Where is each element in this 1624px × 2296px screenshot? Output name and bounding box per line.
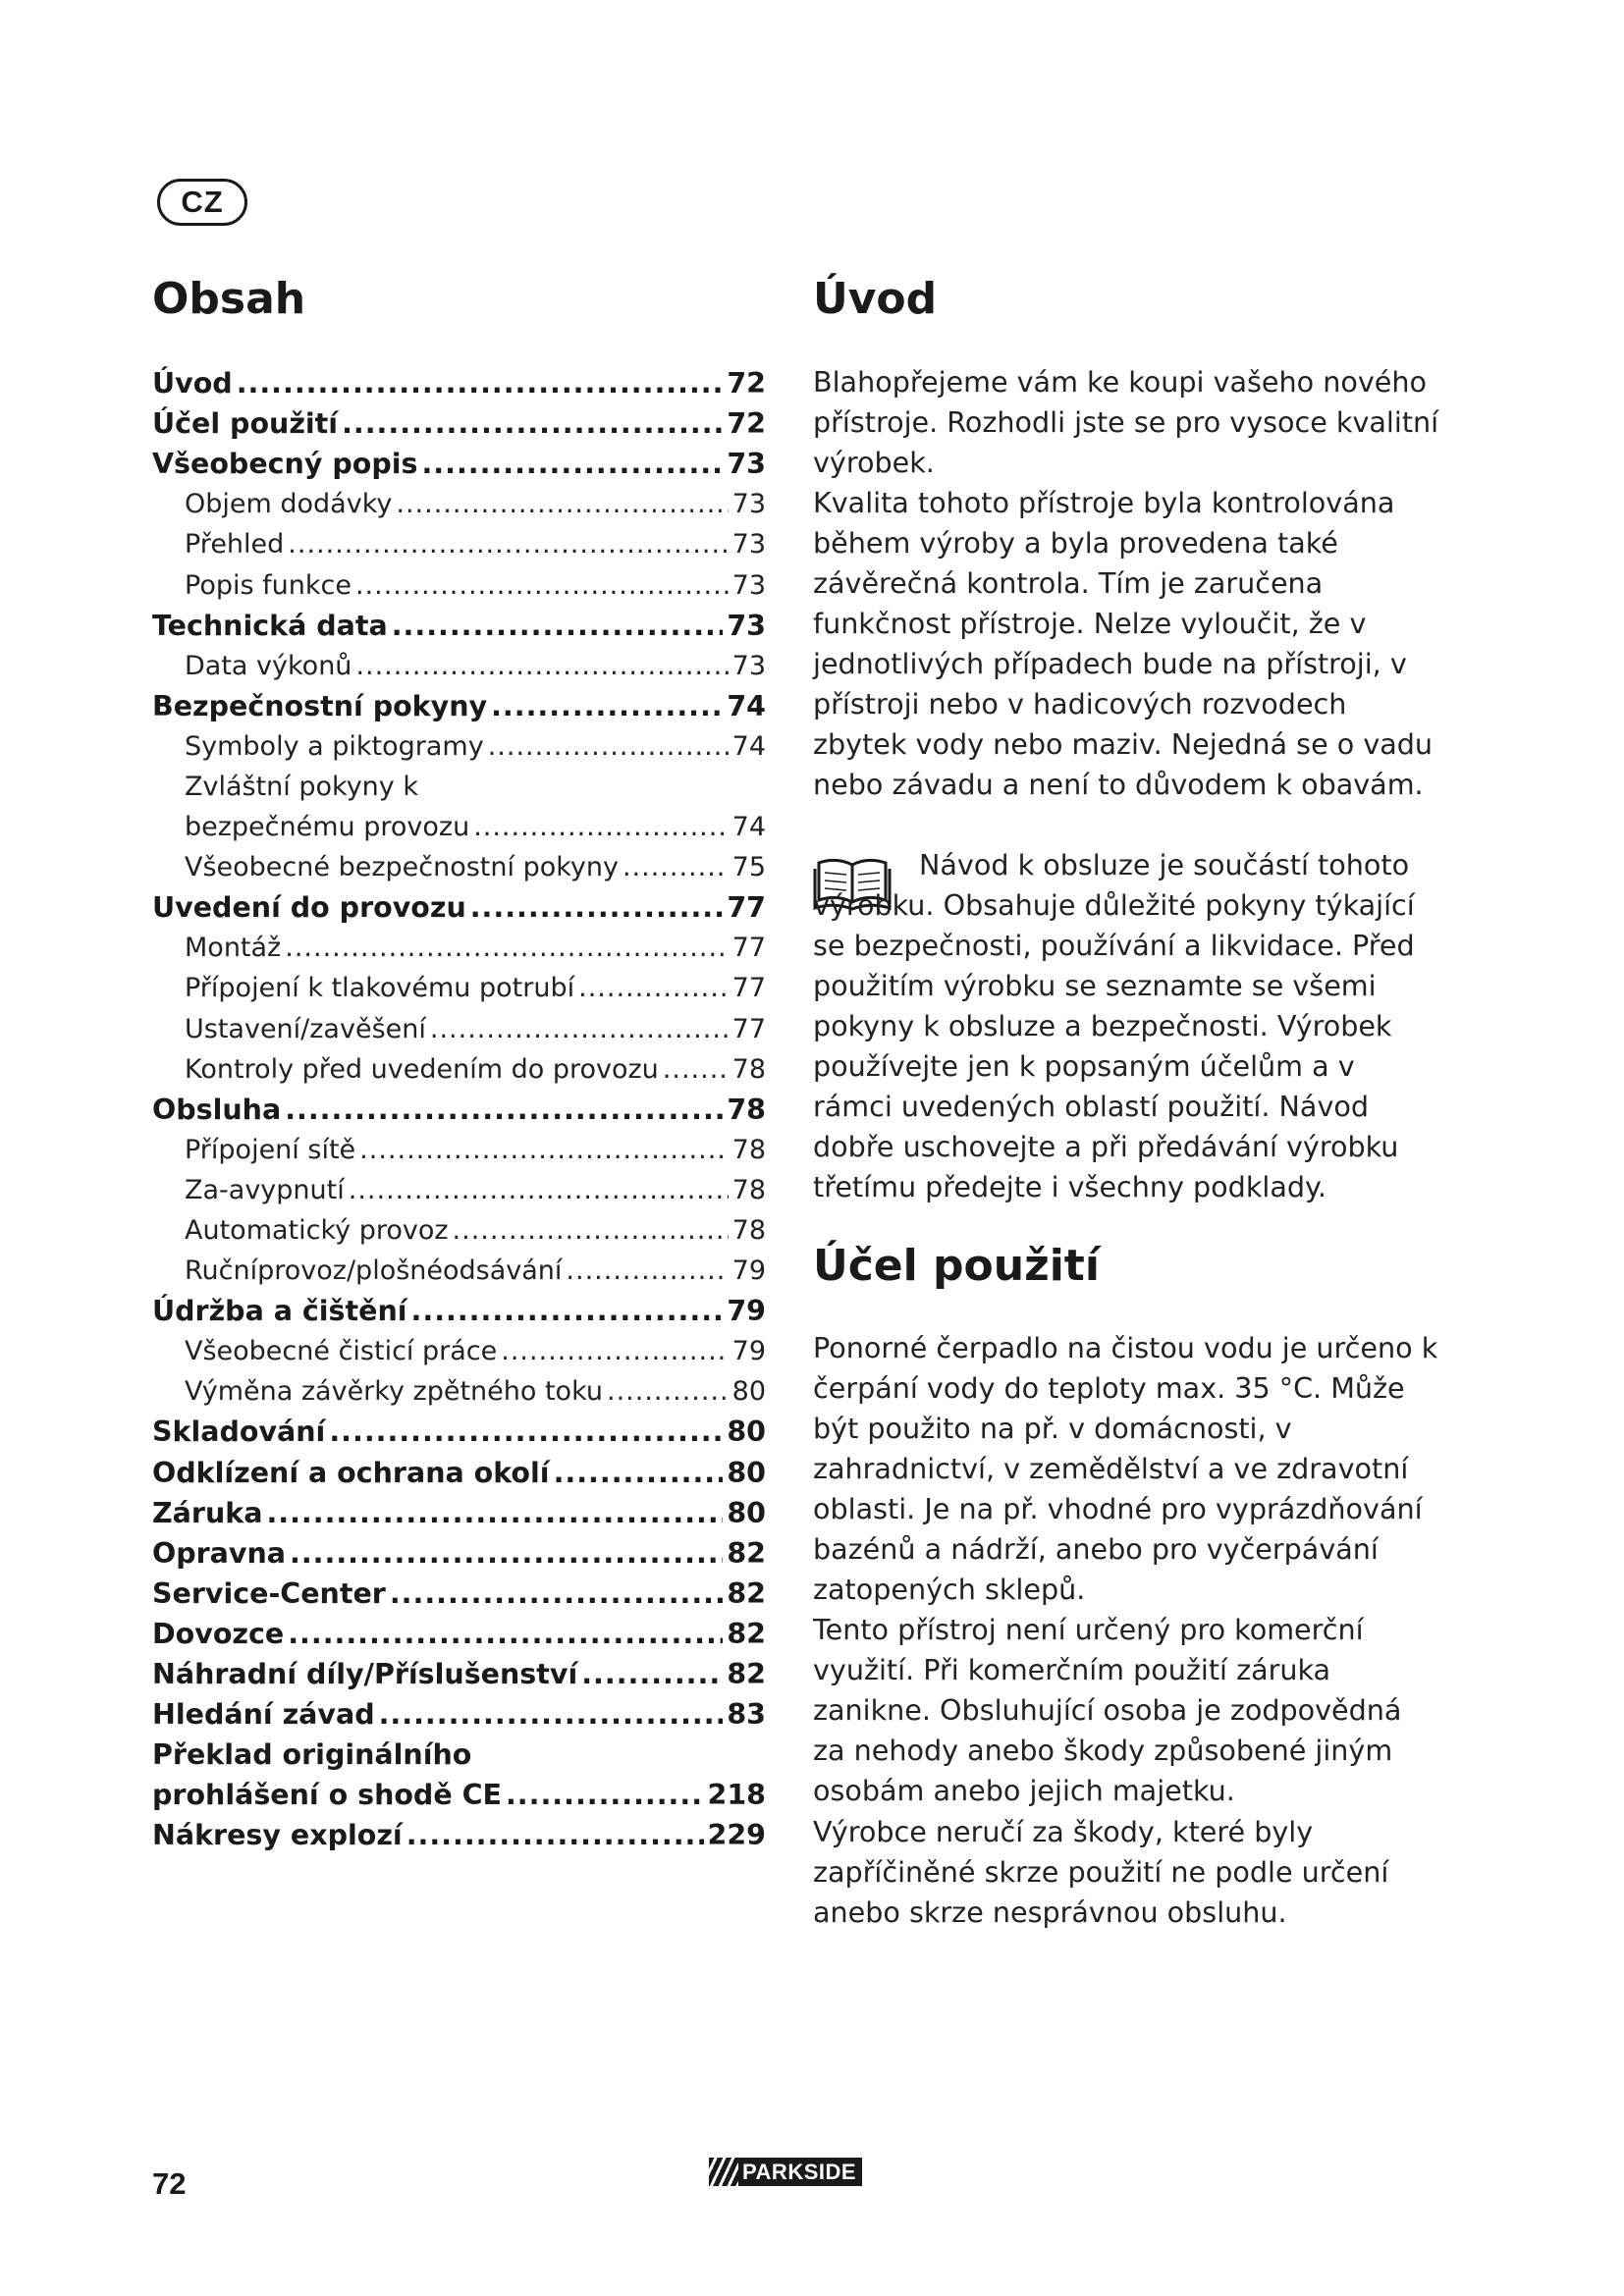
toc-entry-page: 77 (731, 1013, 766, 1044)
toc-entry (152, 1210, 766, 1251)
toc-entry (152, 1775, 766, 1815)
toc-entry-title: Opravna (152, 1536, 287, 1570)
toc-entry (152, 1493, 766, 1533)
toc-entry (152, 1694, 766, 1735)
page-number: 72 (152, 2166, 187, 2201)
toc-entry (152, 1170, 766, 1210)
toc-leader-dots (392, 610, 724, 642)
toc-entry-page: 74 (731, 730, 766, 762)
toc-entry (152, 1453, 766, 1493)
toc-entry-page: 72 (727, 367, 766, 400)
toc-entry-page: 75 (731, 852, 766, 883)
toc-entry-title: Dovozce (152, 1617, 285, 1650)
toc-entry-title: Uvedení do provozu (152, 891, 466, 925)
toc-leader-dots (266, 1497, 723, 1529)
toc-entry (152, 1735, 766, 1775)
toc-entry-title: Přípojení sítě (185, 1134, 356, 1165)
toc-leader-dots (355, 570, 729, 601)
toc-leader-dots (607, 1376, 729, 1407)
toc-entry-title: Technická data (152, 609, 388, 642)
toc-leader-dots (578, 973, 729, 1003)
toc-leader-dots (288, 529, 728, 560)
toc-leader-dots (421, 448, 723, 480)
toc-entry-title: Překlad originálního (152, 1738, 472, 1772)
toc-entry-page: 73 (731, 529, 766, 561)
toc-entry-page: 78 (731, 1174, 766, 1205)
toc-entry-page: 229 (707, 1819, 766, 1852)
toc-entry (152, 726, 766, 767)
toc-entry-title: Kontroly před uvedením do provozu (185, 1053, 659, 1085)
toc-entry (152, 887, 766, 928)
intro-paragraph-1: Blahopřejeme vám ke koupi vašeho nového přístroje. Rozhodli jste se pro vysoce kvalitní výrobek. (813, 365, 1439, 479)
toc-leader-dots (488, 731, 729, 762)
toc-leader-dots (473, 812, 728, 842)
toc-leader-dots (506, 1779, 704, 1811)
purpose-paragraph-2: Tento přístroj není určený pro komerční využití. Při komerčním použití záruka zanikne. Obsluhující osoba je zodpovědná za nehody anebo škody způsobené jiným osobám anebo jejich majetku. (813, 1613, 1402, 1807)
toc-entry-page: 218 (707, 1779, 766, 1812)
toc-entry (152, 1654, 766, 1694)
toc-entry-page: 78 (731, 1134, 766, 1165)
toc-entry-page: 79 (731, 1255, 766, 1287)
toc-entry-title: Za-avypnutí (185, 1174, 345, 1205)
brand-name: PARKSIDE (742, 2160, 857, 2184)
toc-entry-title: Obsluha (152, 1093, 282, 1126)
brand-logo (709, 2158, 862, 2186)
toc-leader-dots (501, 1336, 728, 1366)
toc-entry-title: Hledání závad (152, 1698, 375, 1732)
toc-leader-dots (285, 1094, 723, 1126)
toc-leader-dots (379, 1698, 724, 1731)
intro-heading: Úvod (813, 274, 938, 324)
toc-entry-title: bezpečnému provozu (185, 812, 470, 843)
toc-leader-dots (623, 852, 729, 882)
toc-entry-page: 80 (727, 1415, 766, 1449)
toc-leader-dots (470, 891, 724, 924)
toc-entry (152, 1412, 766, 1452)
purpose-paragraph-3: Výrobce neručí za škody, které byly zapříčiněné skrze použití ne podle určení anebo skrze nesprávnou obsluhu. (813, 1815, 1389, 1929)
toc-entry-title: Přehled (185, 529, 285, 561)
toc-entry-page: 73 (727, 609, 766, 642)
brand-stripes-icon (709, 2158, 738, 2186)
toc-entry-page: 72 (727, 407, 766, 441)
toc-entry-title: Data výkonů (185, 650, 352, 681)
toc-entry (152, 1533, 766, 1574)
toc-entry-page: 74 (731, 812, 766, 843)
toc-entry-page: 80 (731, 1376, 766, 1408)
toc-entry-page: 82 (727, 1536, 766, 1570)
toc-entry (152, 1049, 766, 1090)
toc-entry-title: Popis funkce (185, 569, 352, 601)
toc-entry (152, 968, 766, 1008)
toc-entry-page: 74 (727, 689, 766, 722)
toc-entry-page: 77 (727, 891, 766, 925)
toc-entry (152, 646, 766, 686)
toc-entry (152, 686, 766, 726)
toc-entry (152, 847, 766, 887)
toc-entry (152, 1130, 766, 1170)
toc-entry (152, 807, 766, 847)
toc-leader-dots (285, 933, 728, 963)
toc-entry-title: Údržba a čištění (152, 1295, 407, 1328)
toc-entry-page: 78 (731, 1053, 766, 1085)
toc-entry (152, 1291, 766, 1331)
toc-leader-dots (554, 1457, 724, 1489)
toc-entry (152, 1574, 766, 1614)
toc-leader-dots (396, 489, 728, 519)
toc-entry (152, 1251, 766, 1291)
toc-entry-title: Účel použití (152, 407, 339, 441)
toc-entry-page: 82 (727, 1576, 766, 1610)
toc-entry (152, 1331, 766, 1371)
toc-entry-title: Náhradní díly/Příslušenství (152, 1658, 578, 1691)
toc-entry (152, 484, 766, 524)
toc-entry-title: Všeobecný popis (152, 448, 418, 481)
toc-entry-page: 73 (731, 650, 766, 681)
toc-leader-dots (491, 690, 723, 722)
toc-entry-title: Odklízení a ochrana okolí (152, 1456, 550, 1489)
toc-entry (152, 1371, 766, 1412)
toc-leader-dots (288, 1618, 723, 1650)
toc-leader-dots (359, 1135, 728, 1165)
toc-leader-dots (355, 651, 728, 681)
toc-leader-dots (411, 1295, 724, 1327)
toc-leader-dots (237, 367, 724, 400)
toc-entry-title: Výměna závěrky zpětného toku (185, 1376, 603, 1408)
toc-leader-dots (349, 1175, 729, 1205)
toc-entry (152, 1614, 766, 1654)
toc-entry-page: 73 (727, 448, 766, 481)
toc-entry-title: Úvod (152, 367, 233, 400)
toc-entry-page: 83 (727, 1698, 766, 1732)
toc-entry-page: 80 (727, 1456, 766, 1489)
toc-entry-page: 77 (731, 933, 766, 964)
toc-entry (152, 524, 766, 564)
toc-entry (152, 403, 766, 444)
toc-entry (152, 444, 766, 484)
toc-entry-page: 82 (727, 1658, 766, 1691)
toc-entry-title: Skladování (152, 1415, 326, 1449)
toc-entry-title: Zvláštní pokyny k (185, 771, 418, 802)
toc-leader-dots (342, 407, 723, 440)
toc-entry-title: Automatický provoz (185, 1215, 449, 1247)
toc-entry (152, 928, 766, 968)
intro-paragraph-3: Návod k obsluze je součástí tohoto výrobku. Obsahuje důležité pokyny týkající se bezpečnosti, používání a likvidace. Před použitím výrobku se seznamte se všemi pokyny k obsluze a bezpečnosti. Výrobek používejte jen k popsaným účelům a v rámci uvedených oblastí použití. Návod dobře uschovejte a při předávání výrobku třetímu předejte i všechny podklady. (813, 848, 1415, 1203)
language-badge: CZ (157, 179, 247, 226)
toc-entry-page: 73 (731, 569, 766, 601)
toc-entry-title: Záruka (152, 1496, 263, 1529)
purpose-paragraph-1: Ponorné čerpadlo na čistou vodu je určeno k čerpání vody do teploty max. 35 °C. Může být použito na př. v domácnosti, v zahradnictví, v zemědělství a ve zdravotní oblasti. Je na př. vhodné pro vyprázdňování bazénů a nádrží, anebo pro vyčerpávání zatopených sklepů. (813, 1331, 1438, 1606)
toc-entry (152, 1009, 766, 1049)
purpose-heading: Účel použití (813, 1241, 1100, 1291)
toc-leader-dots (406, 1819, 704, 1851)
intro-paragraph-2: Kvalita tohoto přístroje byla kontrolována během výroby a byla provedena také závěrečná kontrola. Tím je zaručena funkčnost přístroje. Nelze vyloučit, že v jednotlivých případech bude na přístroji, v přístroji nebo v hadicových rozvodech zbytek vody nebo maziv. Nejedná se o vadu nebo závadu a není to důvodem k obavám. (813, 486, 1434, 801)
toc-entry-page: 77 (731, 973, 766, 1004)
toc-entry-title: Všeobecné čisticí práce (185, 1336, 498, 1367)
toc-entry-title: Přípojení k tlakovému potrubí (185, 973, 575, 1004)
toc-entry-title: prohlášení o shodě CE (152, 1779, 502, 1812)
toc-leader-dots (430, 1014, 729, 1044)
toc-entry-title: Ručníprovoz/plošnéodsávání (185, 1255, 563, 1287)
toc-entry (152, 363, 766, 403)
toc-entry-title: Všeobecné bezpečnostní pokyny (185, 852, 619, 883)
toc-leader-dots (566, 1255, 728, 1286)
toc-entry-title: Bezpečnostní pokyny (152, 689, 488, 722)
toc-leader-dots (390, 1577, 723, 1610)
toc-entry (152, 606, 766, 646)
toc-entry-page: 73 (731, 489, 766, 520)
toc-heading: Obsah (152, 274, 306, 324)
toc-entry-title: Service-Center (152, 1576, 386, 1610)
toc-leader-dots (329, 1415, 723, 1448)
toc-entry-page: 78 (731, 1215, 766, 1247)
toc-entry (152, 1815, 766, 1855)
toc-entry-title: Nákresy explozí (152, 1819, 403, 1852)
toc-entry-page: 79 (731, 1336, 766, 1367)
toc-leader-dots (453, 1215, 729, 1246)
toc-entry-page: 79 (727, 1295, 766, 1328)
toc-entry-page: 78 (727, 1093, 766, 1126)
toc-entry-page: 80 (727, 1496, 766, 1529)
toc-entry-page: 82 (727, 1617, 766, 1650)
toc-leader-dots (290, 1537, 723, 1570)
toc-entry (152, 767, 766, 807)
toc-entry (152, 1090, 766, 1130)
toc-entry-title: Montáž (185, 933, 282, 964)
toc-leader-dots (581, 1658, 723, 1690)
table-of-contents (152, 363, 766, 1855)
toc-entry-title: Ustavení/zavěšení (185, 1013, 426, 1044)
toc-entry-title: Objem dodávky (185, 489, 393, 520)
toc-entry-title: Symboly a piktogramy (185, 730, 484, 762)
toc-entry (152, 564, 766, 605)
toc-leader-dots (663, 1054, 729, 1085)
